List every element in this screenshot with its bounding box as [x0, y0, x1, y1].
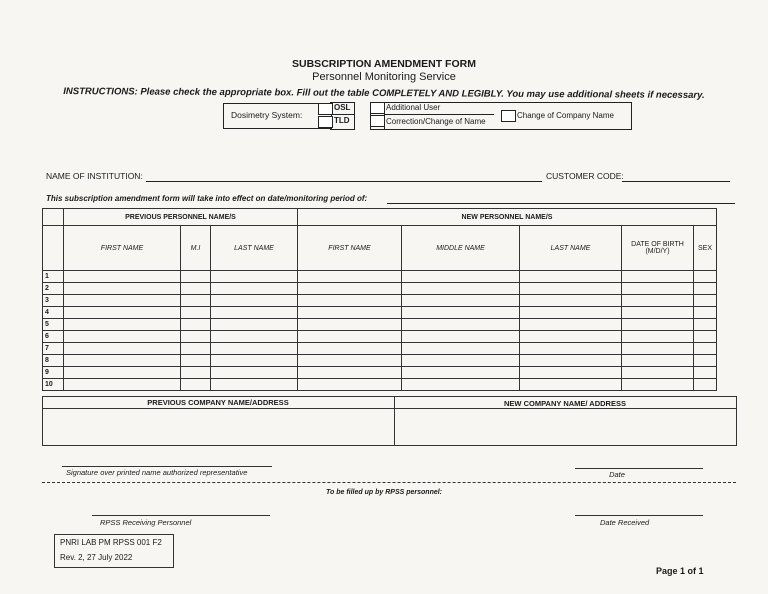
cell[interactable] [402, 319, 520, 331]
osl-tld-frame [330, 102, 355, 130]
cell[interactable] [520, 379, 622, 391]
rpss-note: To be filled up by RPSS personnel: [325, 489, 443, 496]
previous-personnel-header: PREVIOUS PERSONNEL NAME/S [64, 209, 298, 226]
cell[interactable] [181, 343, 211, 355]
cell[interactable] [298, 295, 402, 307]
change-company-label: Change of Company Name [517, 111, 614, 120]
cell[interactable] [622, 379, 694, 391]
cell[interactable] [402, 367, 520, 379]
cell[interactable] [694, 271, 717, 283]
cell[interactable] [622, 283, 694, 295]
cell[interactable] [520, 355, 622, 367]
dob-header: DATE OF BIRTH (M/D/Y) [622, 226, 694, 271]
new-middle-name-header: MIDDLE NAME [402, 226, 520, 271]
cell[interactable] [181, 367, 211, 379]
cell[interactable] [622, 319, 694, 331]
cell[interactable] [298, 283, 402, 295]
prev-first-name-header: FIRST NAME [64, 226, 181, 271]
cell[interactable] [622, 367, 694, 379]
cell[interactable] [622, 355, 694, 367]
cell[interactable] [181, 355, 211, 367]
personnel-table [42, 208, 717, 391]
cell[interactable] [64, 319, 181, 331]
cell[interactable] [402, 379, 520, 391]
effect-date-field[interactable] [387, 193, 735, 204]
change-company-checkbox[interactable] [501, 110, 516, 122]
cell[interactable] [181, 331, 211, 343]
cell[interactable] [298, 343, 402, 355]
cell[interactable] [64, 367, 181, 379]
new-personnel-header: NEW PERSONNEL NAME/S [298, 209, 717, 226]
row-number: 3 [43, 295, 64, 307]
cell[interactable] [402, 355, 520, 367]
cell[interactable] [64, 331, 181, 343]
cell[interactable] [181, 319, 211, 331]
cell[interactable] [211, 343, 298, 355]
cell[interactable] [520, 367, 622, 379]
cell[interactable] [694, 379, 717, 391]
form-subtitle: Personnel Monitoring Service [312, 71, 456, 83]
cell[interactable] [694, 367, 717, 379]
form-code: PNRI LAB PM RPSS 001 F2 [60, 538, 162, 547]
osl-tld-divider [330, 114, 354, 115]
cell[interactable] [520, 283, 622, 295]
cell[interactable] [181, 307, 211, 319]
table-row [43, 283, 717, 295]
receiving-label: RPSS Receiving Personnel [100, 518, 192, 527]
dosimetry-label: Dosimetry System: [231, 110, 303, 120]
correction-label: Correction/Change of Name [386, 117, 486, 126]
prev-last-name-header: LAST NAME [211, 226, 298, 271]
cell[interactable] [694, 319, 717, 331]
cell[interactable] [64, 295, 181, 307]
sex-header: SEX [694, 226, 717, 271]
cell[interactable] [211, 319, 298, 331]
cell[interactable] [298, 319, 402, 331]
cell[interactable] [402, 307, 520, 319]
new-last-name-header: LAST NAME [520, 226, 622, 271]
row-number: 2 [43, 283, 64, 295]
row-number: 9 [43, 367, 64, 379]
cell[interactable] [622, 295, 694, 307]
cell[interactable] [520, 295, 622, 307]
instructions: INSTRUCTIONS: Please check the appropriate box. Fill out the table COMPLETELY AND LEGIBLY. You may use additional sheets if necessary. [63, 86, 705, 101]
signature-label: Signature over printed name authorized representative [66, 468, 248, 477]
cell[interactable] [694, 295, 717, 307]
company-header-line [42, 408, 736, 409]
table-row [43, 307, 717, 319]
cell[interactable] [211, 355, 298, 367]
cell[interactable] [694, 307, 717, 319]
cell[interactable] [622, 331, 694, 343]
osl-label: OSL [334, 103, 351, 112]
form-revision: Rev. 2, 27 July 2022 [60, 553, 133, 562]
table-row [43, 271, 717, 283]
cell[interactable] [181, 295, 211, 307]
cell[interactable] [402, 343, 520, 355]
previous-company-header: PREVIOUS COMPANY NAME/ADDRESS [147, 398, 289, 407]
cell[interactable] [64, 355, 181, 367]
signature-line[interactable] [62, 466, 272, 467]
institution-label: NAME OF INSTITUTION: [46, 171, 143, 181]
form-title: SUBSCRIPTION AMENDMENT FORM [292, 58, 476, 70]
cell[interactable] [520, 271, 622, 283]
cell[interactable] [64, 271, 181, 283]
cell[interactable] [298, 307, 402, 319]
cut-line [42, 482, 736, 483]
cell[interactable] [402, 295, 520, 307]
cell[interactable] [694, 355, 717, 367]
effect-text: This subscription amendment form will take into effect on date/monitoring period of: [46, 194, 368, 203]
cell[interactable] [181, 271, 211, 283]
customer-code-field[interactable] [622, 171, 730, 182]
cell[interactable] [64, 283, 181, 295]
cell[interactable] [211, 367, 298, 379]
cell[interactable] [298, 355, 402, 367]
row-number: 5 [43, 319, 64, 331]
date-line[interactable] [575, 468, 703, 469]
customer-code-label: CUSTOMER CODE: [546, 171, 624, 181]
row-number: 8 [43, 355, 64, 367]
header-spacer [43, 209, 64, 226]
row-number-header [43, 226, 64, 271]
table-row [43, 343, 717, 355]
cell[interactable] [298, 331, 402, 343]
cell[interactable] [520, 331, 622, 343]
row-number: 6 [43, 331, 64, 343]
cell[interactable] [520, 343, 622, 355]
cell[interactable] [520, 319, 622, 331]
cell[interactable] [211, 307, 298, 319]
cell[interactable] [694, 331, 717, 343]
cell[interactable] [402, 271, 520, 283]
options-row-divider [384, 114, 494, 115]
cell[interactable] [211, 331, 298, 343]
table-row [43, 331, 717, 343]
table-row [43, 319, 717, 331]
cell[interactable] [298, 271, 402, 283]
new-first-name-header: FIRST NAME [298, 226, 402, 271]
cell[interactable] [298, 367, 402, 379]
cell[interactable] [64, 343, 181, 355]
cell[interactable] [622, 307, 694, 319]
previous-company-field[interactable] [44, 410, 392, 443]
tld-label: TLD [334, 116, 350, 125]
cell[interactable] [298, 379, 402, 391]
table-row [43, 295, 717, 307]
correction-checkbox[interactable] [370, 115, 385, 127]
cell[interactable] [211, 379, 298, 391]
row-number: 7 [43, 343, 64, 355]
date-received-label: Date Received [600, 518, 650, 527]
row-number: 10 [43, 379, 64, 391]
cell[interactable] [402, 331, 520, 343]
page-number: Page 1 of 1 [656, 566, 704, 576]
prev-mi-header: M.I [181, 226, 211, 271]
cell[interactable] [181, 379, 211, 391]
cell[interactable] [181, 283, 211, 295]
new-company-header: NEW COMPANY NAME/ ADDRESS [504, 399, 626, 408]
date-label: Date [609, 470, 625, 479]
cell[interactable] [211, 283, 298, 295]
additional-user-label: Additional User [386, 103, 441, 112]
table-row [43, 367, 717, 379]
additional-user-checkbox[interactable] [370, 102, 385, 114]
date-received-line[interactable] [575, 515, 703, 516]
row-number: 4 [43, 307, 64, 319]
institution-field[interactable] [146, 171, 542, 182]
new-company-field[interactable] [397, 410, 734, 443]
receiving-line[interactable] [92, 515, 270, 516]
cell[interactable] [402, 283, 520, 295]
cell[interactable] [694, 283, 717, 295]
options-divider [384, 102, 385, 129]
cell[interactable] [211, 295, 298, 307]
row-number: 1 [43, 271, 64, 283]
cell[interactable] [520, 307, 622, 319]
cell[interactable] [64, 307, 181, 319]
cell[interactable] [622, 343, 694, 355]
cell[interactable] [694, 343, 717, 355]
table-row [43, 355, 717, 367]
cell[interactable] [211, 271, 298, 283]
cell[interactable] [64, 379, 181, 391]
table-row [43, 379, 717, 391]
cell[interactable] [622, 271, 694, 283]
